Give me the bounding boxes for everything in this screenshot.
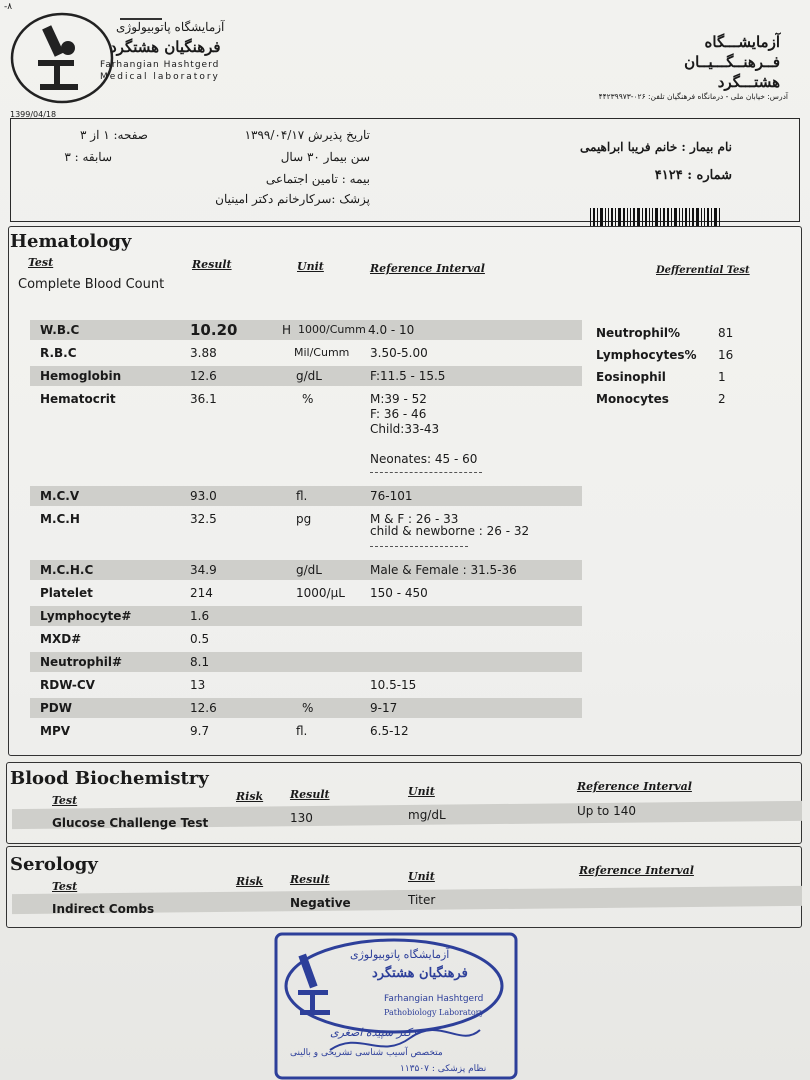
table-row xyxy=(30,675,582,695)
diff-name: Monocytes xyxy=(596,392,669,406)
table-row xyxy=(30,721,582,741)
barcode-bar xyxy=(711,208,712,226)
table-row xyxy=(30,389,582,409)
table-row xyxy=(30,629,582,649)
test-name: M.C.H.C xyxy=(40,563,94,577)
admission-date: تاریخ پذیرش ۱۳۹۹/۰۴/۱۷ xyxy=(244,128,370,142)
table-row xyxy=(30,606,582,626)
test-unit: g/dL xyxy=(296,563,322,577)
right-title-line: آزمایشـــگاه xyxy=(704,33,780,51)
test-reference: M & F : 26 - 33 xyxy=(370,512,459,526)
barcode-bar xyxy=(611,208,613,226)
lab-name-fa-2: فرهنگیان هشتگرد xyxy=(110,38,221,56)
test-reference: Male & Female : 31.5-36 xyxy=(370,563,517,577)
barcode-bar xyxy=(667,208,669,226)
col-result: Result xyxy=(290,873,330,886)
table-row xyxy=(30,560,582,580)
differential-list xyxy=(584,322,784,412)
test-name: M.C.V xyxy=(40,489,80,503)
barcode-bar xyxy=(633,208,635,226)
barcode-bar xyxy=(623,208,625,226)
col-reference: Reference Interval xyxy=(579,864,694,877)
test-unit: fl. xyxy=(296,724,308,738)
test-reference: 76-101 xyxy=(370,489,413,503)
test-reference: M:39 - 52 xyxy=(370,392,427,406)
history-count: سابقه : ۳ xyxy=(64,150,112,164)
test-result: 1.6 xyxy=(190,609,210,623)
test-result: 12.6 xyxy=(190,701,217,715)
stamp-line-1: آزمایشگاه پاتوبیولوژی xyxy=(350,948,450,961)
col-risk: Risk xyxy=(236,790,264,803)
right-title-line: هشتـــگرد xyxy=(717,73,780,91)
lab-name-en-1: Farhangian Hashtgerd xyxy=(100,60,220,70)
lab-name-fa-1: آزمایشگاه پاتوبیولوژی xyxy=(116,20,225,34)
panel-name: Complete Blood Count xyxy=(18,277,165,292)
hct-ref-child: Child:33-43 xyxy=(370,422,440,436)
insurance: بیمه : تامین اجتماعی xyxy=(265,172,370,186)
test-result: 130 xyxy=(290,811,313,825)
col-test: Test xyxy=(52,880,78,893)
test-result: Negative xyxy=(290,896,351,910)
test-unit: mg/dL xyxy=(408,808,446,822)
lab-name-en-2: Medical laboratory xyxy=(100,72,220,82)
test-result: 0.5 xyxy=(190,632,210,646)
stamp-license: نظام پزشکی : ۱۱۳۵۰۷ xyxy=(400,1064,487,1074)
diff-name: Eosinophil xyxy=(596,370,666,384)
stamp-line-3: Farhangian Hashtgerd xyxy=(384,994,484,1004)
barcode-bar xyxy=(615,208,616,226)
test-result: 36.1 xyxy=(190,392,217,406)
corner-mark: -٨ xyxy=(4,2,13,12)
barcode-bar xyxy=(719,208,720,226)
barcode-bar xyxy=(652,208,653,226)
test-reference: 3.50-5.00 xyxy=(370,346,428,360)
test-result: 32.5 xyxy=(190,512,217,526)
right-title-line: فــرهنــگـــیــان xyxy=(684,53,780,71)
barcode-bar xyxy=(605,208,606,226)
barcode-bar xyxy=(608,208,609,226)
barcode-bar xyxy=(655,208,658,226)
table-row xyxy=(30,486,582,506)
col-unit: Unit xyxy=(408,785,435,798)
barcode-bar xyxy=(692,208,694,226)
test-unit: Mil/Cumm xyxy=(294,346,350,359)
test-result: 3.88 xyxy=(190,346,217,360)
test-name: M.C.H xyxy=(40,512,80,526)
test-unit: g/dL xyxy=(296,369,322,383)
test-unit: 1000/Cumm xyxy=(298,323,366,336)
barcode-bar xyxy=(671,208,672,226)
col-risk: Risk xyxy=(236,875,264,888)
test-result: 34.9 xyxy=(190,563,217,577)
test-name: Platelet xyxy=(40,586,93,600)
col-reference: Reference Interval xyxy=(577,780,692,793)
mch-ref-child: child & newborne : 26 - 32 xyxy=(370,524,530,538)
barcode-bar xyxy=(707,208,709,226)
col-result: Result xyxy=(290,788,330,801)
test-result: 12.6 xyxy=(190,369,217,383)
diff-value: 2 xyxy=(718,392,726,406)
hct-ref-neonates: Neonates: 45 - 60 xyxy=(370,452,478,466)
hematology-title: Hematology xyxy=(10,231,132,252)
col-reference: Reference Interval xyxy=(370,262,485,275)
barcode-bar xyxy=(696,208,699,226)
test-reference: Up to 140 xyxy=(577,804,636,818)
hct-ref-female: F: 36 - 46 xyxy=(370,407,427,421)
test-result: 9.7 xyxy=(190,724,210,738)
barcode-bar xyxy=(674,208,677,226)
barcode-bar xyxy=(663,208,665,226)
test-reference: F:11.5 - 15.5 xyxy=(370,369,446,383)
barcode-bar xyxy=(660,208,661,226)
col-test: Test xyxy=(52,794,78,807)
table-row xyxy=(30,698,582,718)
test-unit: 1000/µL xyxy=(296,586,345,600)
col-test: Test xyxy=(28,256,54,269)
ref-divider xyxy=(370,472,482,473)
barcode-bar xyxy=(627,208,628,226)
physician: پزشک :سرکارخانم دکتر امینیان xyxy=(215,192,370,206)
stamp-line-2: فرهنگیان هشتگرد xyxy=(372,966,468,981)
test-unit: Titer xyxy=(408,893,436,907)
diff-value: 1 xyxy=(718,370,726,384)
lab-address: آدرس: خیابان ملی - درمانگاه فرهنگیان تلفن: ۰۲۶-۴۴۲۳۹۹۷۳ xyxy=(598,92,788,101)
barcode-bar xyxy=(600,208,603,226)
test-name: Lymphocyte# xyxy=(40,609,132,623)
ref-divider xyxy=(370,546,468,547)
table-row xyxy=(30,583,582,603)
test-reference: 10.5-15 xyxy=(370,678,417,692)
col-result: Result xyxy=(192,258,232,271)
test-name: MXD# xyxy=(40,632,82,646)
test-reference: 4.0 - 10 xyxy=(368,323,415,337)
stamp-title: متخصص آسیب شناسی تشریحی و بالینی xyxy=(290,1048,443,1058)
barcode-bar xyxy=(704,208,705,226)
table-row xyxy=(30,320,582,340)
col-unit: Unit xyxy=(297,260,324,273)
barcode-bar xyxy=(685,208,687,226)
barcode-bar xyxy=(597,208,598,226)
test-name: Hematocrit xyxy=(40,392,116,406)
test-name: MPV xyxy=(40,724,71,738)
high-flag: H xyxy=(282,323,292,337)
barcode-bar xyxy=(689,208,690,226)
barcode-bar xyxy=(679,208,680,226)
barcode-bar xyxy=(682,208,683,226)
diff-name: Lymphocytes% xyxy=(596,348,697,362)
test-reference: 150 - 450 xyxy=(370,586,428,600)
test-name: R.B.C xyxy=(40,346,77,360)
test-name: W.B.C xyxy=(40,323,80,337)
patient-name: نام بیمار : خانم فریبا ابراهیمی xyxy=(580,140,732,154)
test-name: Hemoglobin xyxy=(40,369,122,383)
test-name: Neutrophil# xyxy=(40,655,123,669)
print-date: 1399/04/18 xyxy=(10,110,57,119)
test-unit: % xyxy=(302,701,314,715)
test-result: 10.20 xyxy=(190,321,238,339)
lab-logo-icon xyxy=(8,8,116,104)
test-name: Indirect Combs xyxy=(52,902,155,916)
page-number: صفحه: ۱ از ۳ xyxy=(80,128,148,142)
barcode-bar xyxy=(593,208,595,226)
barcode-bar xyxy=(618,208,621,226)
barcode-bar xyxy=(630,208,631,226)
stamp-signature: دکتر سپیده اصغری xyxy=(330,1026,417,1039)
test-result: 8.1 xyxy=(190,655,210,669)
test-name: PDW xyxy=(40,701,72,715)
test-unit: fl. xyxy=(296,489,308,503)
test-unit: % xyxy=(302,392,314,406)
test-reference: 6.5-12 xyxy=(370,724,409,738)
lab-title-right xyxy=(684,32,780,92)
diff-value: 16 xyxy=(718,348,734,362)
biochemistry-title: Blood Biochemistry xyxy=(10,768,209,789)
test-name: RDW-CV xyxy=(40,678,95,692)
table-row xyxy=(30,652,582,672)
test-unit: pg xyxy=(296,512,312,526)
barcode-bar xyxy=(649,208,650,226)
barcode-bar xyxy=(714,208,717,226)
test-result: 93.0 xyxy=(190,489,217,503)
col-differential: Defferential Test xyxy=(656,265,750,276)
barcode-bar xyxy=(645,208,647,226)
serology-title: Serology xyxy=(10,854,98,875)
table-row xyxy=(30,343,582,363)
stamp-line-4: Pathobiology Laboratory xyxy=(384,1008,485,1017)
col-unit: Unit xyxy=(408,870,435,883)
test-name: Glucose Challenge Test xyxy=(52,816,209,830)
diff-name: Neutrophil% xyxy=(596,326,681,340)
patient-age: سن بیمار ۳۰ سال xyxy=(280,150,370,164)
table-row xyxy=(30,366,582,386)
test-result: 13 xyxy=(190,678,206,692)
barcode-bar xyxy=(637,208,640,226)
diff-value: 81 xyxy=(718,326,734,340)
test-result: 214 xyxy=(190,586,213,600)
test-reference: 9-17 xyxy=(370,701,398,715)
barcode-icon xyxy=(588,206,726,228)
barcode-bar xyxy=(590,208,591,226)
patient-number: شماره : ۴۱۲۴ xyxy=(654,168,732,183)
barcode-bar xyxy=(701,208,702,226)
barcode-bar xyxy=(642,208,643,226)
